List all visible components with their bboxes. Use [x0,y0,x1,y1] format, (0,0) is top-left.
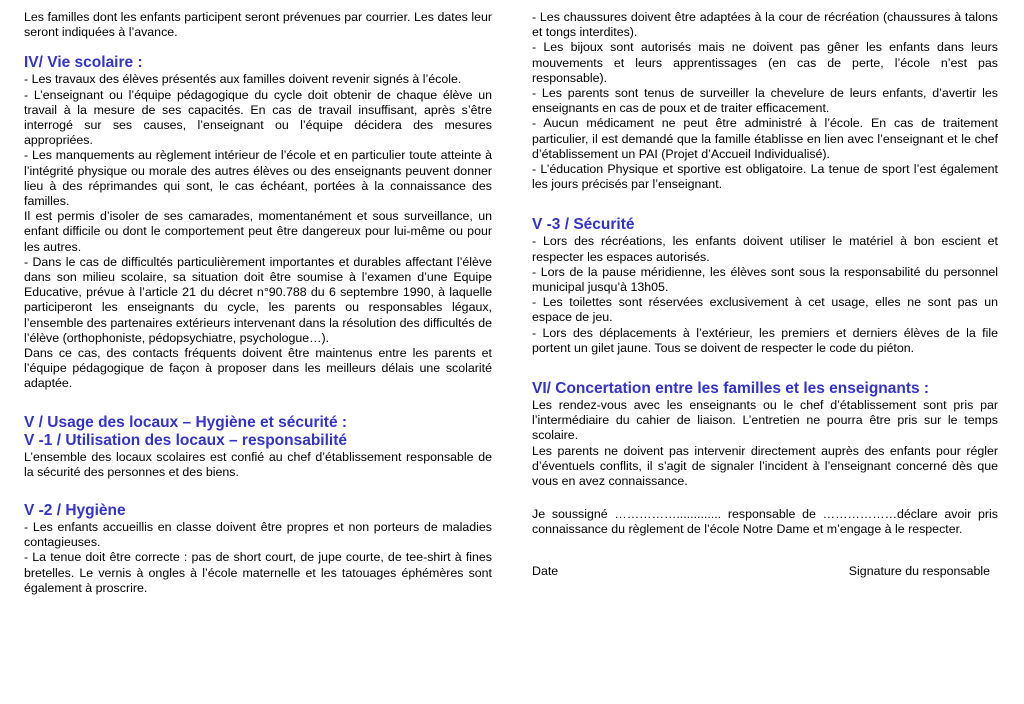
signature-row [532,564,998,579]
paragraph: - Les bijoux sont autorisés mais ne doivent pas gêner les enfants dans leurs mouvements et leurs apprentissages (en cas de perte, l’école n’est pas responsable). [532,40,998,85]
left-column [24,10,492,596]
paragraph: - Les parents sont tenus de surveiller la chevelure de leurs enfants, d’avertir les enseignants en cas de poux et de traiter efficacement. [532,86,998,116]
section-v3-heading: V -3 / Sécurité [532,216,635,234]
intro-paragraph: Les familles dont les enfants participent seront prévenues par courrier. Les dates leur seront indiquées à l’avance. [24,10,492,40]
paragraph: - Les toilettes sont réservées exclusivement à cet usage, elles ne sont pas un espace de jeu. [532,295,998,325]
paragraph: L’ensemble des locaux scolaires est confié au chef d’établissement responsable de la sécurité des personnes et des biens. [24,449,492,479]
paragraph: Les rendez-vous avec les enseignants ou le chef d’établissement sont pris par l’intermédiaire du cahier de liaison. L’entretien ne pourra être pris sur le temps scolaire. [532,398,998,443]
paragraph: - La tenue doit être correcte : pas de short court, de jupe courte, de tee-shirt à fines bretelles. Le vernis à ongles à l’école maternelle et les tatouages éphémères sont également à proscrire. [24,550,492,595]
declaration-paragraph: Je soussigné ……………............. responsable de ………………déclare avoir pris connaissance du règlement de l’école Notre Dame et m’engage à le respecter. [532,507,998,537]
paragraph: - Les enfants accueillis en classe doivent être propres et non porteurs de maladies contagieuses. [24,520,492,550]
section-v1-heading: V -1 / Utilisation des locaux – responsabilité [24,431,348,449]
paragraph: - L’éducation Physique et sportive est obligatoire. La tenue de sport l’est également les jours précisés par l’enseignant. [532,162,998,192]
section-v2-heading: V -2 / Hygiène [24,502,126,520]
paragraph: - Lors de la pause méridienne, les élèves sont sous la responsabilité du personnel municipal jusqu’à 13h05. [532,264,998,295]
paragraph: - Lors des déplacements à l’extérieur, les premiers et derniers élèves de la file portent un gilet jaune. Tous se doivent de respecter le code du piéton. [532,325,998,355]
paragraph: Dans ce cas, des contacts fréquents doivent être maintenus entre les parents et l’équipe pédagogique de façon à proposer dans les meilleurs délais une scolarité adaptée. [24,346,492,391]
date-label: Date [532,563,559,578]
paragraph: Les parents ne doivent pas intervenir directement auprès des enfants pour régler d’éventuels conflits, il s’agit de signaler l’incident à l’enseignant concerné dès que vous en avez connaissance. [532,443,998,489]
paragraph: - Aucun médicament ne peut être administré à l’école. En cas de traitement particulier, il est demandé que la famille établisse en lien avec l’enseignant et le chef d’établissement un PAI (Projet d’Accueil Individualisé). [532,116,998,161]
section-vi-heading: VI/ Concertation entre les familles et les enseignants : [532,380,930,398]
right-column [532,10,998,579]
paragraph: - Les chaussures doivent être adaptées à la cour de récréation (chaussures à talons et tongs interdites). [532,10,998,40]
section-iv-heading: IV/ Vie scolaire : [24,54,143,72]
paragraph: - Les travaux des élèves présentés aux familles doivent revenir signés à l’école. [24,72,462,87]
paragraph: - Lors des récréations, les enfants doivent utiliser le matériel à bon escient et respecter les espaces autorisés. [532,234,998,264]
paragraph: - Dans le cas de difficultés particulièrement importantes et durables affectant l’élève dans son milieu scolaire, sa situation doit être soumise à l’examen d’une Equipe Educative, prévue à l’article 21 du décret n°90.788 du 6 septembre 1990, à laquelle participeront les enseignants du cycle, les parents ou responsables légaux, l’ensemble des partenaires extérieurs intervenant dans la résolution des difficultés de l’élève (orthophoniste, pédopsychiatre, psychologue…). [24,254,492,345]
section-v-heading: V / Usage des locaux – Hygiène et sécurité : [24,413,348,431]
paragraph: - Les manquements au règlement intérieur de l’école et en particulier toute atteinte à l’intégrité physique ou morale des autres élèves ou des enseignants peuvent donner lieu à des réprimandes qui sont, le cas échéant, portées à la connaissance des familles. [24,148,492,209]
paragraph: Il est permis d’isoler de ses camarades, momentanément et sous surveillance, un enfant difficile ou dont le comportement peut être dangereux pour lui-même ou pour les autres. [24,209,492,254]
signature-label: Signature du responsable [848,563,990,578]
paragraph: - L’enseignant ou l’équipe pédagogique du cycle doit obtenir de chaque élève un travail à la mesure de ses capacités. En cas de travail insuffisant, après s’être interrogé sur ses causes, l’enseignant ou l’équipe décidera des mesures appropriées. [24,87,492,148]
